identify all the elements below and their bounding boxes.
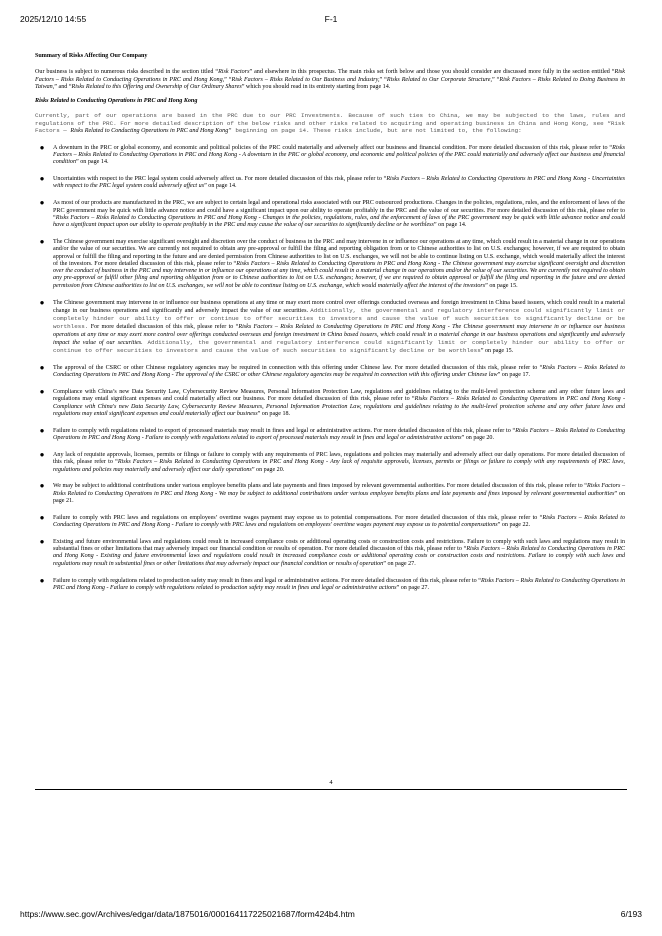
- bullet-icon: ●: [39, 174, 45, 184]
- bullet-icon: ●: [39, 297, 45, 307]
- bullet-icon: ●: [39, 449, 45, 459]
- bullet-icon: ●: [39, 142, 45, 152]
- risk-list: [35, 142, 626, 592]
- risk-item: ● Failure to comply with regulations related to production safety may result in fines and legal or administrative actions. For more detailed discussion of this risk, please refer to “Risks Factors – Risks Related to Conducting Operations in PRC and Hong Kong - Failure to comply with regulations related to production safety may result in fines and legal or administrative actions” on page 27.: [35, 578, 625, 593]
- risk-item: ● The Chinese government may exercise significant oversight and discretion over the conduct of business in the PRC and may intervene in or influence our operations at any time, which could result in a material change in our operations and/or the value of our securities. We are currently not required to obtain any pre-approval or fulfill the filing and reporting obligation from or to Chinese authorities to list on U.S. exchanges; however, if we are required to obtain approval or fulfill the filing and reporting in the future and are denied permission from Chinese authorities to list on U.S. exchanges, we will not be able to continue listing on U.S. exchange, which would materially affect the interest of the investors. For more detailed discussion of this risk, please refer to “Risks Factors – Risks Related to Conducting Operations in PRC and Hong Kong - The Chinese government may exercise significant oversight and discretion over the conduct of business in the PRC and may intervene in or influence our operations at any time, which could result in a material change in our operations and/or the value of our securities. We are currently not required to obtain any pre-approval or fulfill other filing and reporting obligation from or to Chinese authorities to list on U.S. exchanges; however, if we are required to obtain approval or fulfill the filing and reporting in the future and are denied permission from Chinese authorities to list on U.S. exchanges, we will not be able to continue listing on U.S. exchange, which would materially affect the interest of the investors” on page 15.: [35, 239, 625, 290]
- document-body: [35, 50, 625, 602]
- intro-paragraph: Our business is subject to numerous risks described in the section titled “Risk Factors” and elsewhere in this prospectus. The main risks set forth below and those you should consider are discussed more fully in the section entitled “Risk Factors – Risks Related to Conducting Operations in PRC and Hong Kong,” “Risk Factors – Risks Related to Our Business and Industry,” “Risks Related to Our Corporate Structure,” “Risk Factors – Risks Related to Doing Business in Taiwan,” and “Risks Related to this Offering and Ownership of Our Ordinary Shares” which you should read in its entirety starting from page 14.: [35, 69, 625, 90]
- bullet-icon: ●: [39, 198, 45, 208]
- risk-item: ● Compliance with China’s new Data Security Law, Cybersecurity Review Measures, Personal Information Protection Law, regulations and guidelines relating to the multi-level protection scheme and any other future laws and regulations may entail significant expenses and could materially affect our business. For more detailed discussion of this risk, please refer to “Risks Factors – Risks Related to Conducting Operations in PRC and Hong Kong - Compliance with China's new Data Security Law, Cybersecurity Review Measures, Personal Information Protection Law, regulations and guidelines relating to the multi-level protection scheme and any other future laws and regulations may entail significant expenses and could materially affect our business” on page 18.: [35, 389, 625, 418]
- browser-print-footer: [20, 909, 642, 919]
- risk-item: ● Uncertainties with respect to the PRC legal system could adversely affect us. For more detailed discussion of this risk, please refer to “Risks Factors – Risks Related to Conducting Operations in PRC and Hong Kong - Uncertainties with respect to the PRC legal system could adversely affect us” on page 14.: [35, 176, 625, 191]
- page-divider: [35, 789, 627, 790]
- bullet-icon: ●: [39, 575, 45, 585]
- risk-item: ● Any lack of requisite approvals, licenses, permits or filings or failure to comply with any requirements of PRC laws, regulations and policies may materially and adversely affect our daily operations. For more detailed discussion of this risk, please refer to “Risks Factors – Risks Related to Conducting Operations in PRC and Hong Kong - Any lack of requisite approvals, licenses, permits or filings or failure to comply with any requirements of PRC laws, regulations and policies may materially and adversely affect our daily operations” on page 20.: [35, 452, 625, 474]
- section-heading: Summary of Risks Affecting Our Company: [35, 53, 148, 59]
- bullet-icon: ●: [39, 512, 45, 522]
- subsection-heading: Risks Related to Conducting Operations in PRC and Hong Kong: [35, 98, 198, 105]
- print-datetime: 2025/12/10 14:55: [20, 14, 87, 24]
- bullet-icon: ●: [39, 536, 45, 546]
- risk-item: ● The approval of the CSRC or other Chinese regulatory agencies may be required in connection with this offering under Chinese law. For more detailed discussion of this risk, please refer to “Risks Factors – Risks Related to Conducting Operations in PRC and Hong Kong - The approval of the CSRC or other Chinese regulatory agencies may be required in connection with this offering under Chinese law” on page 17.: [35, 365, 625, 380]
- risk-item: ● A downturn in the PRC or global economy, and economic and political policies of the PRC could materially and adversely affect our business and financial condition. For more detailed discussion of this risk, please refer to “Risks Factors – Risks Related to Conducting Operations in PRC and Hong Kong - A downturn in the PRC or global economy, and economic and political policies of the PRC could materially and adversely affect our business and financial condition” on page 14.: [35, 145, 625, 167]
- page-url: https://www.sec.gov/Archives/edgar/data/1875016/000164117225021687/form424b4.htm: [20, 909, 355, 919]
- risk-item: ● We may be subject to additional contributions under various employee benefits plans and late payments and fines imposed by relevant governmental authorities. For more detailed discussion of this risk, please refer to “Risks Factors – Risks Related to Conducting Operations in PRC and Hong Kong - We may be subject to additional contributions under various employee benefits plans and late payments and fines imposed by relevant governmental authorities” on page 21.: [35, 483, 625, 505]
- bullet-icon: ●: [39, 425, 45, 435]
- bullet-icon: ●: [39, 236, 45, 246]
- risk-item: ● The Chinese government may intervene in or influence our business operations at any time or may exert more control over offerings conducted overseas and foreign investment in China based issuers, which could result in a material change in our business operations and significantly and adversely impact the value of our securities. Additionally, the governmental and regulatory interference could significantly limit or completely hinder our ability to offer or continue to offer securities to investors and cause the value of such securities to significantly decline or be worthless. For more detailed discussion of this risk, please refer to “Risks Factors – Risks Related to Conducting Operations in PRC and Hong Kong - The Chinese government may intervene in or influence our business operations at any time or may exert more control over offerings conducted overseas and foreign investment in China based issuers, which could result in a material change in our business operations and significantly and adversely impact the value of our securities. Additionally, the governmental and regulatory interference could significantly limit or completely hinder our ability to offer or continue to offer securities to investors and cause the value of such securities to significantly decline or be worthless” on page 15.: [35, 300, 625, 356]
- risk-item: ● Failure to comply with regulations related to export of processed materials may result in fines and legal or administrative actions. For more detailed discussion of this risk, please refer to “Risks Factors – Risks Related to Conducting Operations in PRC and Hong Kong - Failure to comply with regulations related to export of processed materials may result in fines and legal or administrative actions” on page 20.: [35, 428, 625, 443]
- page-indicator: 6/193: [620, 909, 642, 919]
- bullet-icon: ●: [39, 387, 45, 397]
- bullet-icon: ●: [39, 363, 45, 373]
- risk-item: ● Failure to comply with PRC laws and regulations on employees’ overtime wages payment may expose us to potential compensations. For more detailed discussion of this risk, please refer to “Risks Factors – Risks Related to Conducting Operations in PRC and Hong Kong - Failure to comply with PRC laws and regulations on employees' overtime wages payment may expose us to potential compensations” on page 22.: [35, 515, 625, 530]
- risks-intro-paragraph: Currently, part of our operations are based in the PRC due to our PRC Investments. Because of such ties to China, we may be subjected to the laws, rules and regulations of the PRC. For more detailed description of the below risks and other risks related to acquiring and operating business in China and Hong Kong, see “Risk Factors — Risks Related to Conducting Operations in PRC and Hong Kong” beginning on page 14. These risks include, but are not limited to, the following:: [35, 112, 625, 134]
- page-number: 4: [329, 779, 333, 786]
- bullet-icon: ●: [39, 481, 45, 491]
- risk-item: ● Existing and future environmental laws and regulations could result in increased compliance costs or additional operating costs or construction costs and restrictions. Failure to comply with such laws and regulations may result in substantial fines or other limitations that may adversely impact our financial condition or results of operation. For more detailed discussion of this risk, please refer to “Risks Factors – Risks Related to Conducting Operations in PRC and Hong Kong - Existing and future environmental laws and regulations could result in increased compliance costs or additional operating costs or construction costs and restrictions. Failure to comply with such laws and regulations may result in substantial fines or other limitations that may adversely impact our financial condition or results of operation” on page 27.: [35, 539, 625, 568]
- document-title: F-1: [324, 14, 338, 24]
- risk-item: ● As most of our products are manufactured in the PRC, we are subject to certain legal and operational risks associated with our PRC outsourced productions. Changes in the policies, regulations, rules, and the enforcement of laws of the PRC government may be quick with little advance notice and could have a significant impact upon our ability to operate profitably in the PRC and the value of our securities. For more detailed discussion of this risk, please refer to “Risks Factors – Risks Related to Conducting Operations in PRC and Hong Kong - Changes in the policies, regulations, rules, and the enforcement of laws of the PRC government may be quick with little advance notice and could have a significant impact upon our ability to operate profitably in the PRC and may cause the value of our securities to significantly decline or be worthless” on page 14.: [35, 200, 625, 229]
